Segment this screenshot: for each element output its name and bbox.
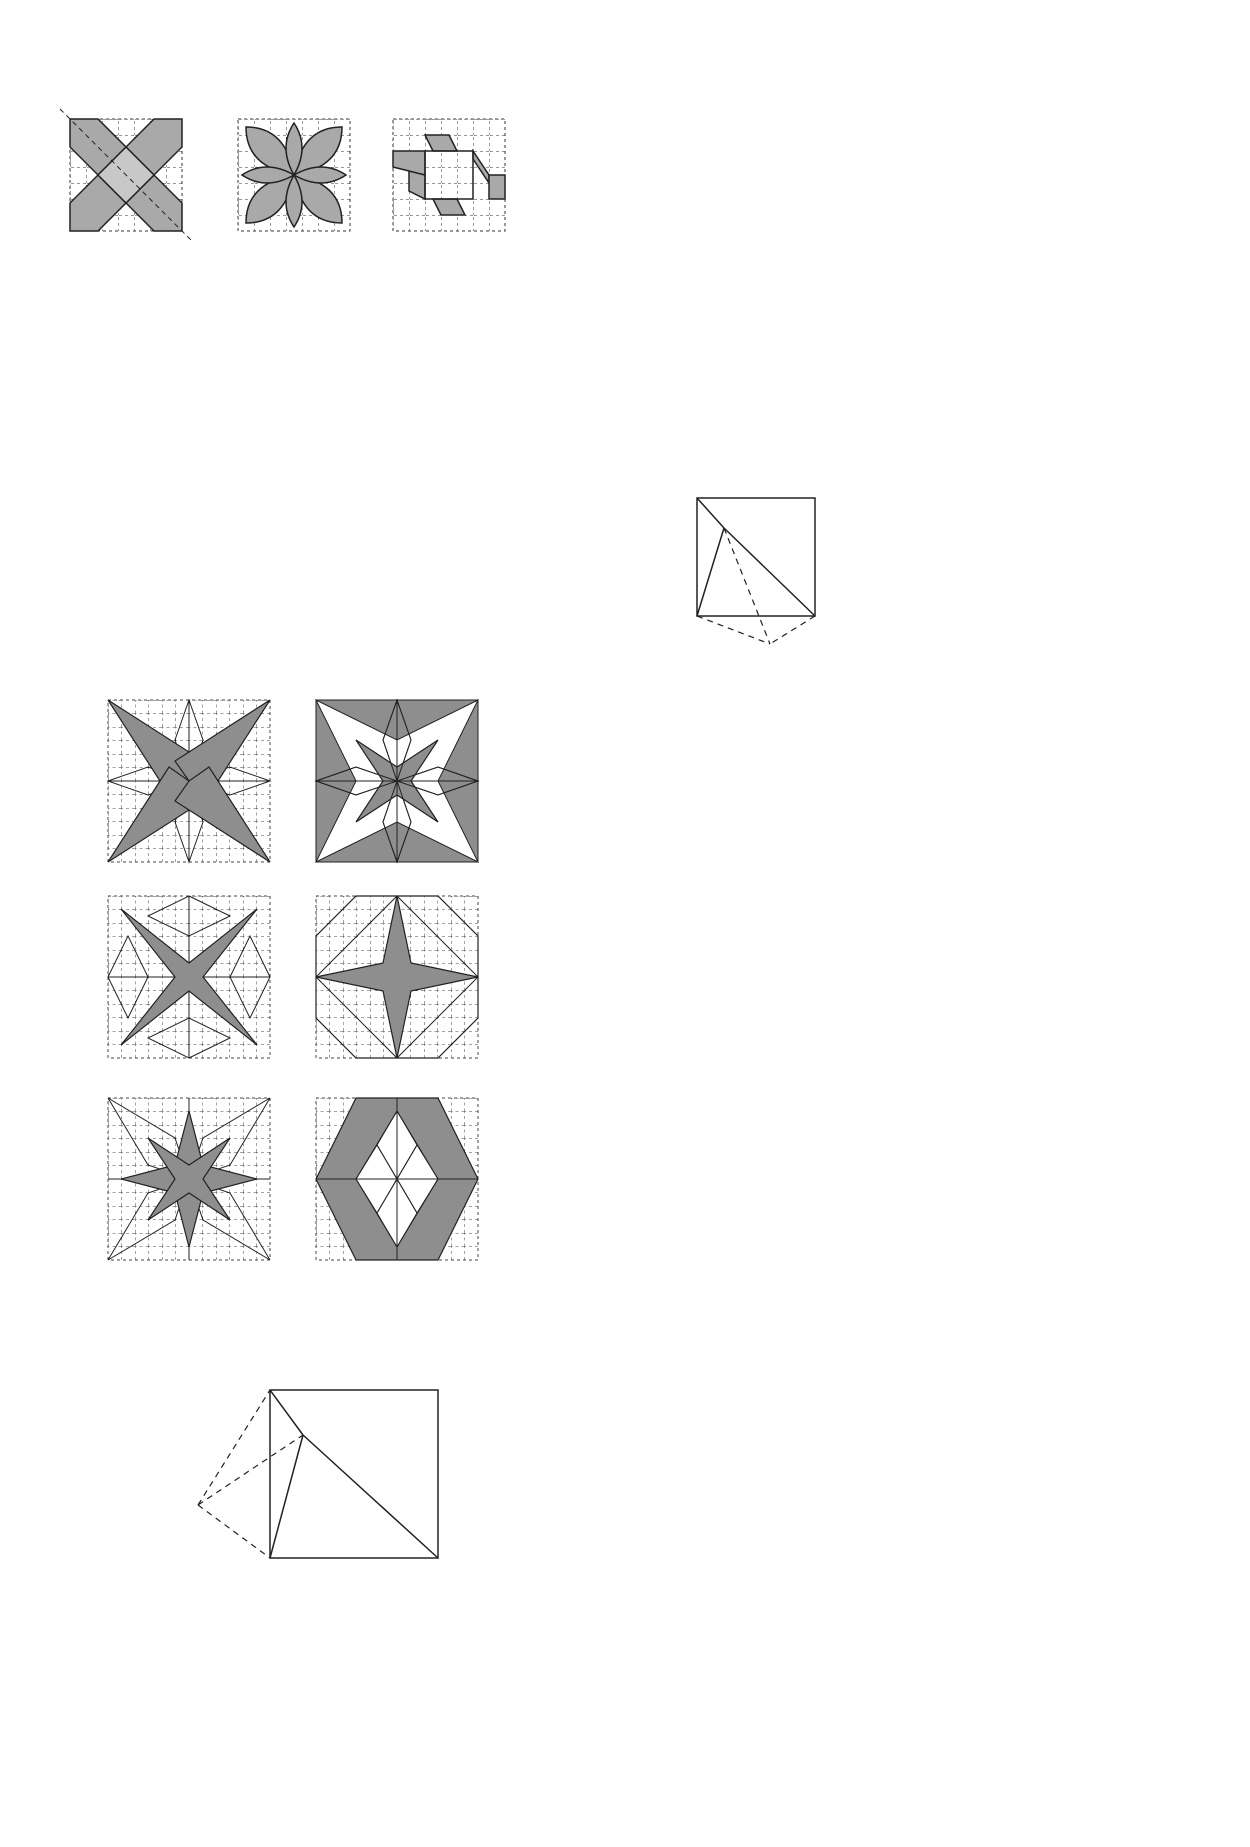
text-line (652, 455, 1192, 484)
q10-line (48, 346, 613, 375)
q10-line (48, 607, 613, 636)
text-line (652, 310, 1192, 339)
q1-line (48, 1341, 613, 1370)
section-title (48, 1268, 613, 1312)
q9-line (48, 78, 613, 107)
q10-line (48, 404, 613, 433)
q9-figure-2 (238, 119, 350, 231)
text-line (652, 339, 1192, 368)
pattern-1 (108, 700, 270, 862)
q1-line (48, 1592, 613, 1621)
figure-1 (48, 1370, 568, 1592)
text-line (652, 252, 1192, 281)
q10-line (48, 491, 613, 520)
q10-line (48, 259, 613, 288)
q10-line (48, 433, 613, 462)
text-line (652, 397, 1192, 426)
q9-figures (48, 107, 568, 259)
text-line (652, 223, 1192, 252)
q10-line (48, 317, 613, 346)
q1-line (48, 1621, 613, 1650)
left-column (48, 78, 613, 1650)
q9-figure-1 (60, 109, 192, 241)
q10-line (48, 288, 613, 317)
pattern-3 (108, 896, 270, 1058)
q10-line (48, 578, 613, 607)
text-line (652, 165, 1192, 194)
q10-line (48, 520, 613, 549)
q10-line (48, 462, 613, 491)
q10-line (48, 549, 613, 578)
q10-line (48, 665, 613, 694)
text-line (652, 107, 1192, 136)
pattern-4 (316, 896, 478, 1058)
text-line (652, 78, 1192, 107)
q1-line (48, 1312, 613, 1341)
pattern-6 (316, 1098, 478, 1260)
figures-2-3 (652, 484, 1172, 688)
text-line (652, 281, 1192, 310)
q10-line (48, 375, 613, 404)
q10-line (48, 636, 613, 665)
text-line (652, 136, 1192, 165)
text-line (652, 368, 1192, 397)
q9-figure-3 (393, 119, 505, 231)
text-line (652, 426, 1192, 455)
pattern-5 (108, 1098, 270, 1260)
pattern-2 (316, 700, 478, 862)
q10-pattern-grid (48, 698, 568, 1266)
text-line (652, 194, 1192, 223)
right-column (652, 78, 1192, 688)
